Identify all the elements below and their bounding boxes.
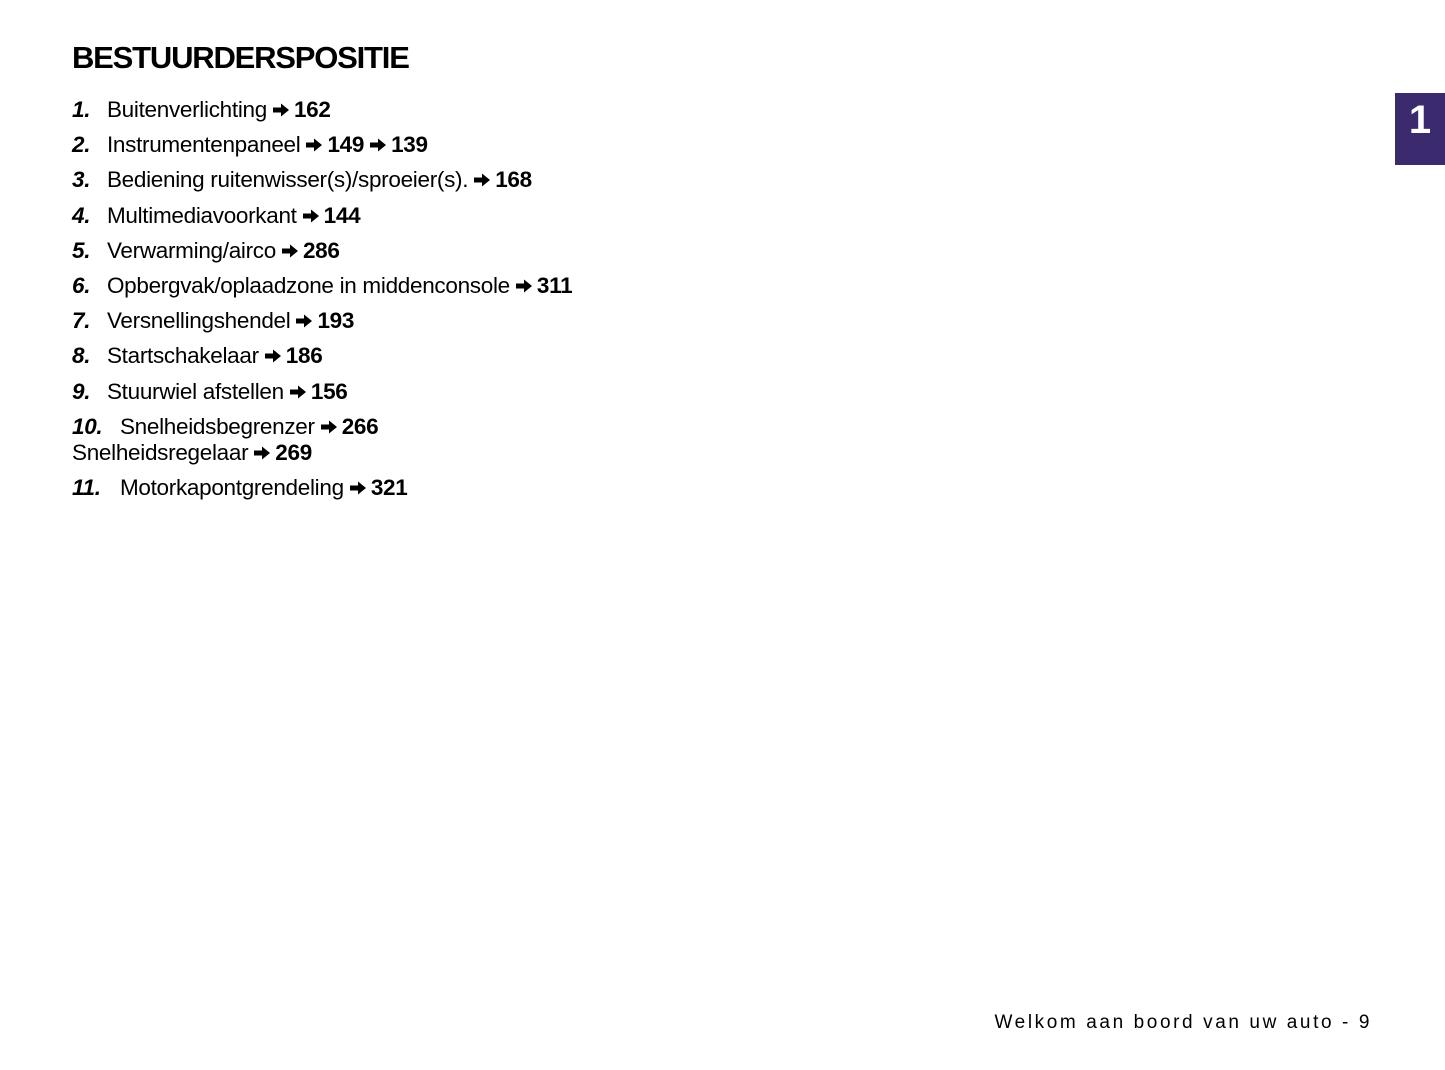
item-label: Multimediavoorkant [106, 202, 297, 228]
arrow-right-icon [349, 480, 367, 496]
item-label: Snelheidsbegrenzer [119, 413, 315, 439]
item-number: 6. [72, 272, 91, 298]
item-label: Instrumentenpaneel [106, 132, 301, 158]
page-reference[interactable]: 139 [391, 132, 428, 158]
item-label: Startschakelaar [106, 343, 259, 369]
item-label: Stuurwiel afstellen [106, 378, 284, 404]
page-reference[interactable]: 311 [536, 272, 573, 298]
list-item [72, 343, 572, 369]
arrow-right-icon [281, 243, 299, 259]
item-list [72, 97, 572, 510]
page-reference[interactable]: 286 [302, 237, 340, 263]
list-item [72, 273, 572, 299]
arrow-right-icon [253, 445, 271, 461]
list-item [72, 132, 572, 158]
item-number: 7. [72, 308, 91, 334]
item-number: 3. [72, 167, 91, 193]
list-item [72, 203, 572, 229]
item-number: 4. [72, 202, 91, 228]
list-item [72, 379, 572, 405]
page-reference[interactable]: 193 [317, 308, 355, 334]
list-item [72, 167, 572, 193]
arrow-right-icon [272, 102, 290, 118]
arrow-right-icon [302, 208, 320, 224]
arrow-right-icon [305, 137, 323, 153]
chapter-tab-number: 1 [1408, 98, 1432, 142]
arrow-right-icon [473, 172, 491, 188]
item-number: 11. [72, 474, 101, 500]
item-number: 1. [72, 97, 91, 122]
item-number: 2. [72, 132, 91, 158]
page-title: BESTUURDERSPOSITIE [72, 40, 409, 75]
item-number: 10. [72, 413, 103, 439]
arrow-right-icon [264, 348, 282, 364]
page-reference[interactable]: 269 [275, 439, 312, 465]
item-continuation [72, 440, 572, 466]
page-reference[interactable]: 321 [370, 474, 408, 500]
page-reference[interactable]: 186 [285, 343, 323, 369]
item-label: Motorkapontgrendeling [119, 474, 344, 500]
item-label: Opbergvak/oplaadzone in middenconsole [106, 272, 510, 298]
list-item [72, 308, 572, 334]
page-footer: Welkom aan boord van uw auto - 9 [994, 1012, 1372, 1033]
arrow-right-icon [295, 313, 313, 329]
item-label: Verwarming/airco [106, 237, 276, 263]
page-reference[interactable]: 266 [341, 413, 379, 439]
item-label: Versnellingshendel [106, 308, 291, 334]
list-item [72, 475, 572, 501]
arrow-right-icon [289, 384, 307, 400]
item-label: Bediening ruitenwisser(s)/sproeier(s). [106, 167, 469, 193]
list-item [72, 238, 572, 264]
item-number: 5. [72, 237, 91, 263]
arrow-right-icon [369, 137, 387, 153]
list-item [72, 414, 572, 466]
page-reference[interactable]: 168 [495, 167, 532, 193]
item-label: Buitenverlichting [106, 97, 267, 122]
item-label: Snelheidsregelaar [72, 439, 249, 465]
item-number: 9. [72, 378, 91, 404]
page-reference[interactable]: 144 [323, 202, 361, 228]
page-reference[interactable]: 149 [327, 132, 365, 158]
page-reference[interactable]: 162 [293, 97, 331, 122]
chapter-tab [1395, 93, 1445, 165]
item-number: 8. [72, 343, 91, 369]
arrow-right-icon [320, 419, 338, 435]
list-item [72, 97, 572, 123]
arrow-right-icon [515, 278, 533, 294]
page-reference[interactable]: 156 [310, 378, 348, 404]
